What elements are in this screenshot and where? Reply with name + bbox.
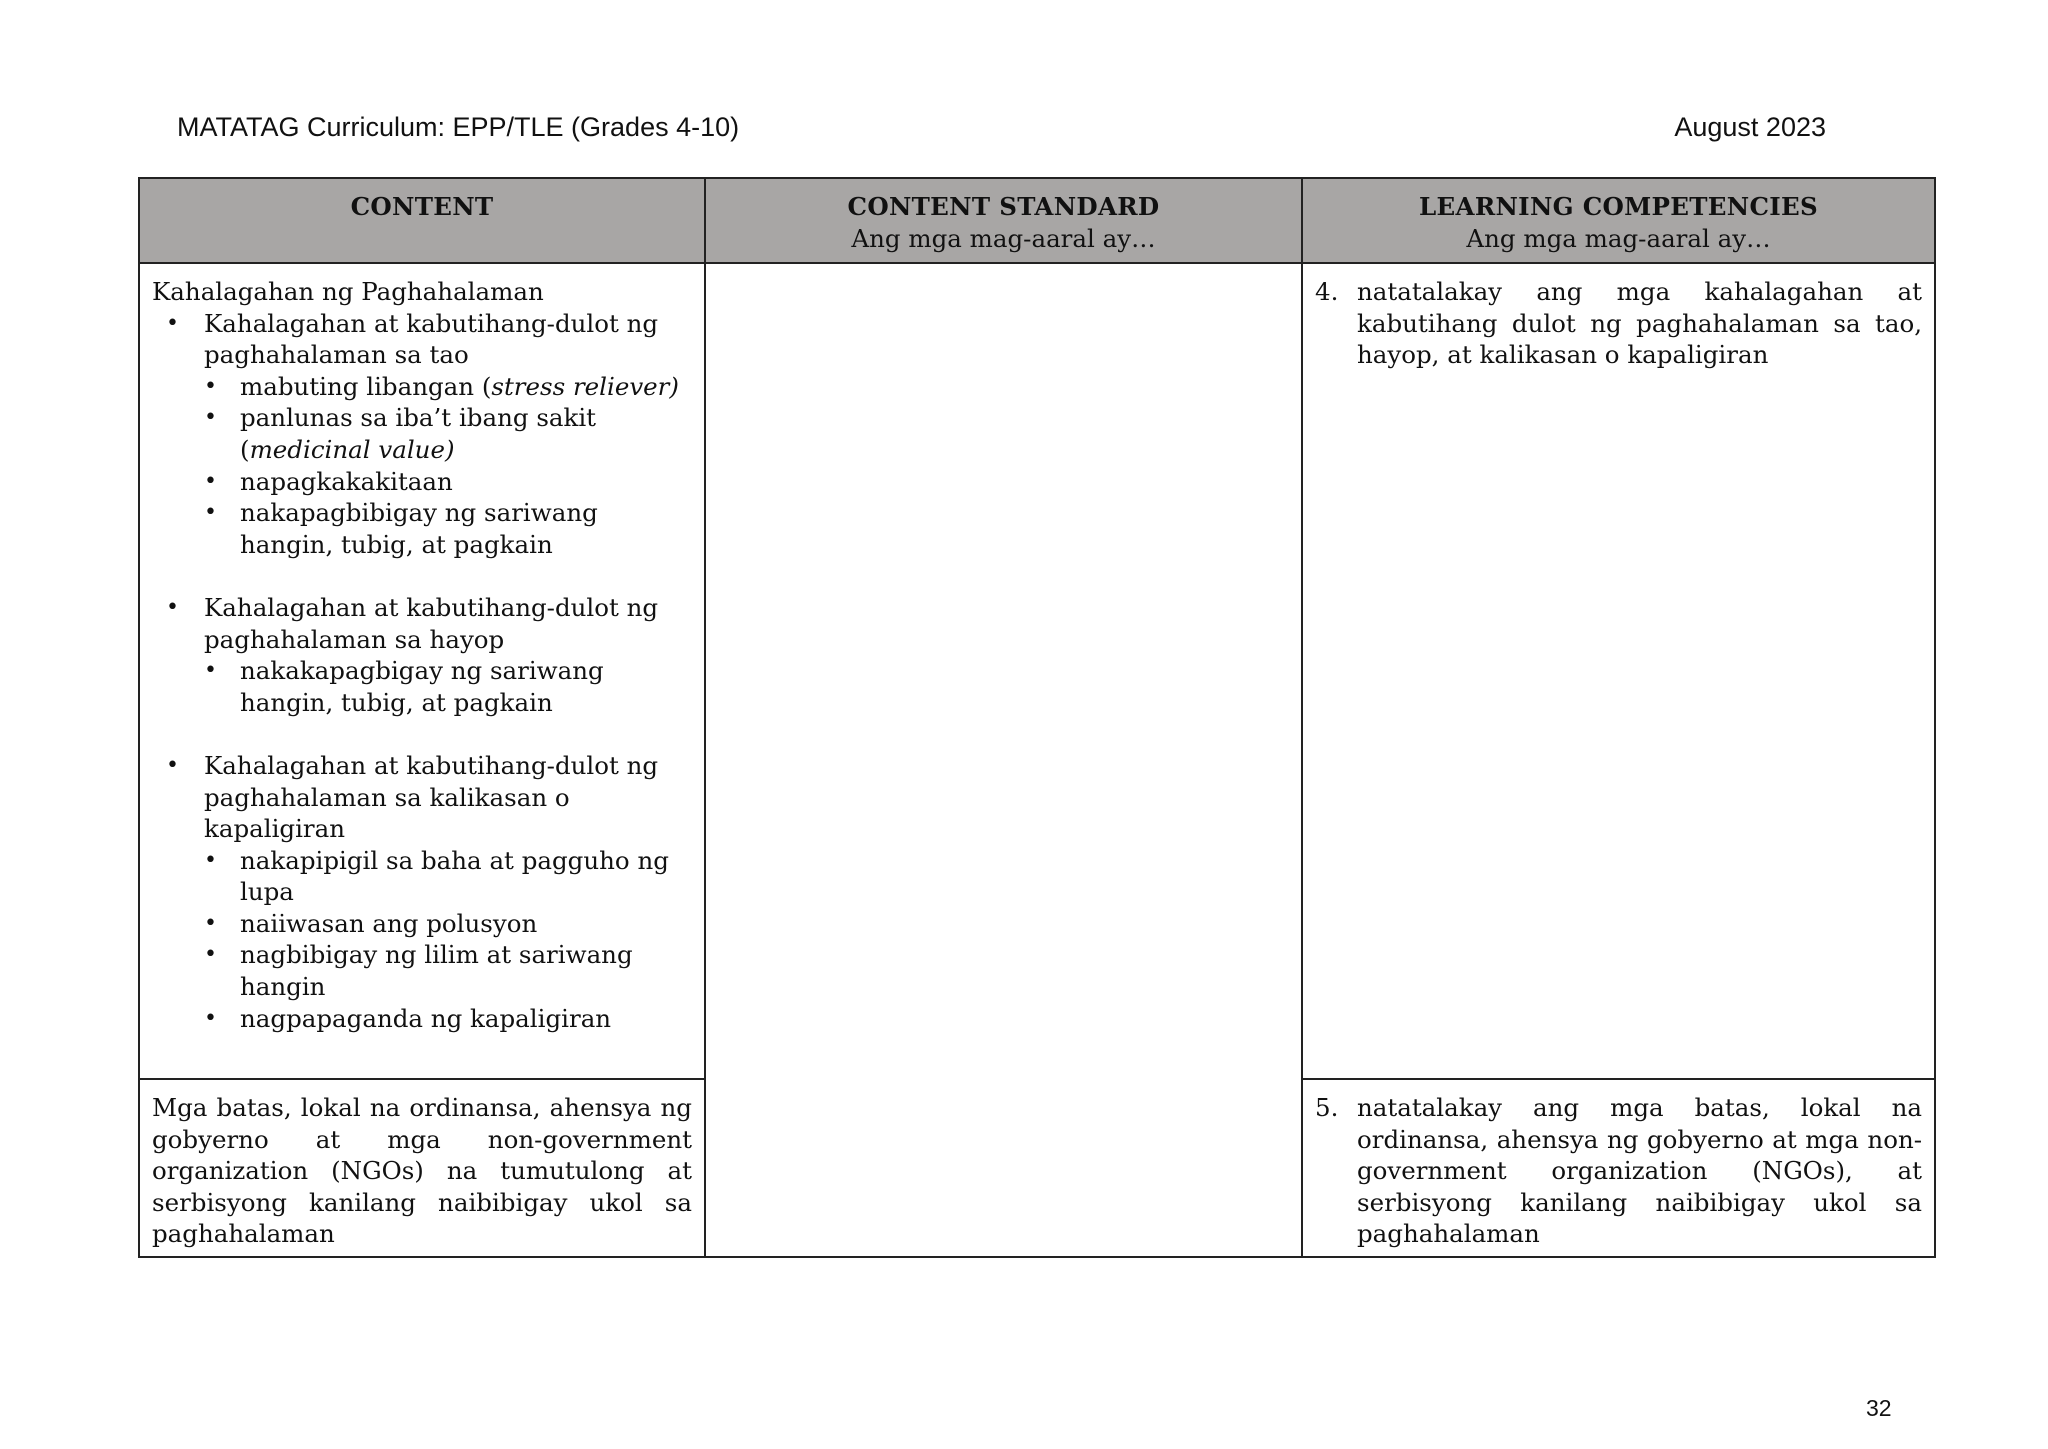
- competency-cell: [1302, 263, 1935, 1079]
- page-number: 32: [1866, 1395, 1892, 1421]
- list-item: [204, 655, 692, 718]
- list-item-text: nakapagbibigay ng sariwang hangin, tubig, at pagkain: [240, 498, 598, 559]
- competency-item: [1315, 276, 1922, 371]
- content-group-list: [152, 308, 692, 1035]
- competency-item: [1315, 1092, 1922, 1250]
- column-title: CONTENT STANDARD: [847, 192, 1160, 221]
- list-item-text: mabuting libangan (: [240, 371, 492, 401]
- list-item-italic: stress reliever): [491, 371, 679, 401]
- content-group: [152, 308, 692, 561]
- document-header-date: August 2023: [1674, 112, 1826, 142]
- competency-number: 4.: [1315, 277, 1339, 306]
- list-item: [204, 371, 692, 403]
- content-heading: Kahalagahan ng Paghahalaman: [152, 277, 544, 306]
- column-subtitle: Ang mga mag-aaral ay…: [851, 223, 1156, 253]
- list-item: [204, 466, 692, 498]
- content-cell: [139, 1079, 705, 1257]
- content-standard-cell: [705, 263, 1302, 1257]
- content-group-label: • Kahalagahan at kabutihang-dulot ng paghahalaman sa kalikasan o kapaligiran: [204, 750, 659, 844]
- competency-text: natatalakay ang mga batas, lokal na ordinansa, ahensya ng gobyerno at mga non-government organization (NGOs), at serbisyong kanilang naibibigay ukol sa paghahalaman: [1357, 1093, 1922, 1249]
- column-header-content: [139, 178, 705, 263]
- list-item: [204, 939, 692, 1002]
- list-item-italic: medicinal value): [249, 434, 455, 464]
- content-group-label: • Kahalagahan at kabutihang-dulot ng paghahalaman sa tao: [204, 308, 659, 370]
- document-header-title: MATATAG Curriculum: EPP/TLE (Grades 4-10): [177, 112, 740, 142]
- content-group: [152, 592, 692, 718]
- column-header-learning-competencies: [1302, 178, 1935, 263]
- column-subtitle: Ang mga mag-aaral ay…: [1466, 223, 1771, 253]
- competency-number: 5.: [1315, 1093, 1339, 1122]
- curriculum-table: [138, 177, 1936, 1258]
- list-item-text: panlunas sa iba’t ibang sakit (: [240, 403, 597, 464]
- content-sub-list: [204, 655, 692, 718]
- list-item-text: nagbibigay ng lilim at sariwang hangin: [240, 940, 633, 1002]
- list-item: [204, 908, 692, 940]
- content-cell: [139, 263, 705, 1079]
- content-group: [152, 750, 692, 1034]
- content-sub-list: [204, 845, 692, 1035]
- list-item-text: napagkakakitaan: [240, 466, 453, 496]
- content-text: Mga batas, lokal na ordinansa, ahensya ng gobyerno at mga non-government organization (NGOs) na tumutulong at serbisyong kanilang naibibigay ukol sa paghahalaman: [152, 1093, 692, 1249]
- column-header-content-standard: [705, 178, 1302, 263]
- list-item-text: nagpapaganda ng kapaligiran: [240, 1003, 612, 1033]
- list-item-text: nakapipigil sa baha at pagguho ng lupa: [240, 845, 669, 907]
- column-title: LEARNING COMPETENCIES: [1419, 192, 1818, 221]
- list-item: [204, 497, 692, 560]
- column-title: CONTENT: [350, 192, 494, 221]
- list-item-text: naiiwasan ang polusyon: [240, 908, 538, 938]
- list-item-text: nakakapagbigay ng sariwang hangin, tubig, at pagkain: [240, 656, 604, 717]
- list-item: [204, 1003, 692, 1035]
- list-item: [204, 845, 692, 908]
- content-sub-list: [204, 371, 692, 561]
- table-header-row: [139, 178, 1935, 263]
- content-group-label: • Kahalagahan at kabutihang-dulot ng paghahalaman sa hayop: [204, 592, 659, 654]
- competency-text: natatalakay ang mga kahalagahan at kabutihang dulot ng paghahalaman sa tao, hayop, at kalikasan o kapaligiran: [1357, 277, 1922, 370]
- table-row: [139, 263, 1935, 1079]
- competency-cell: [1302, 1079, 1935, 1257]
- list-item: [204, 402, 692, 465]
